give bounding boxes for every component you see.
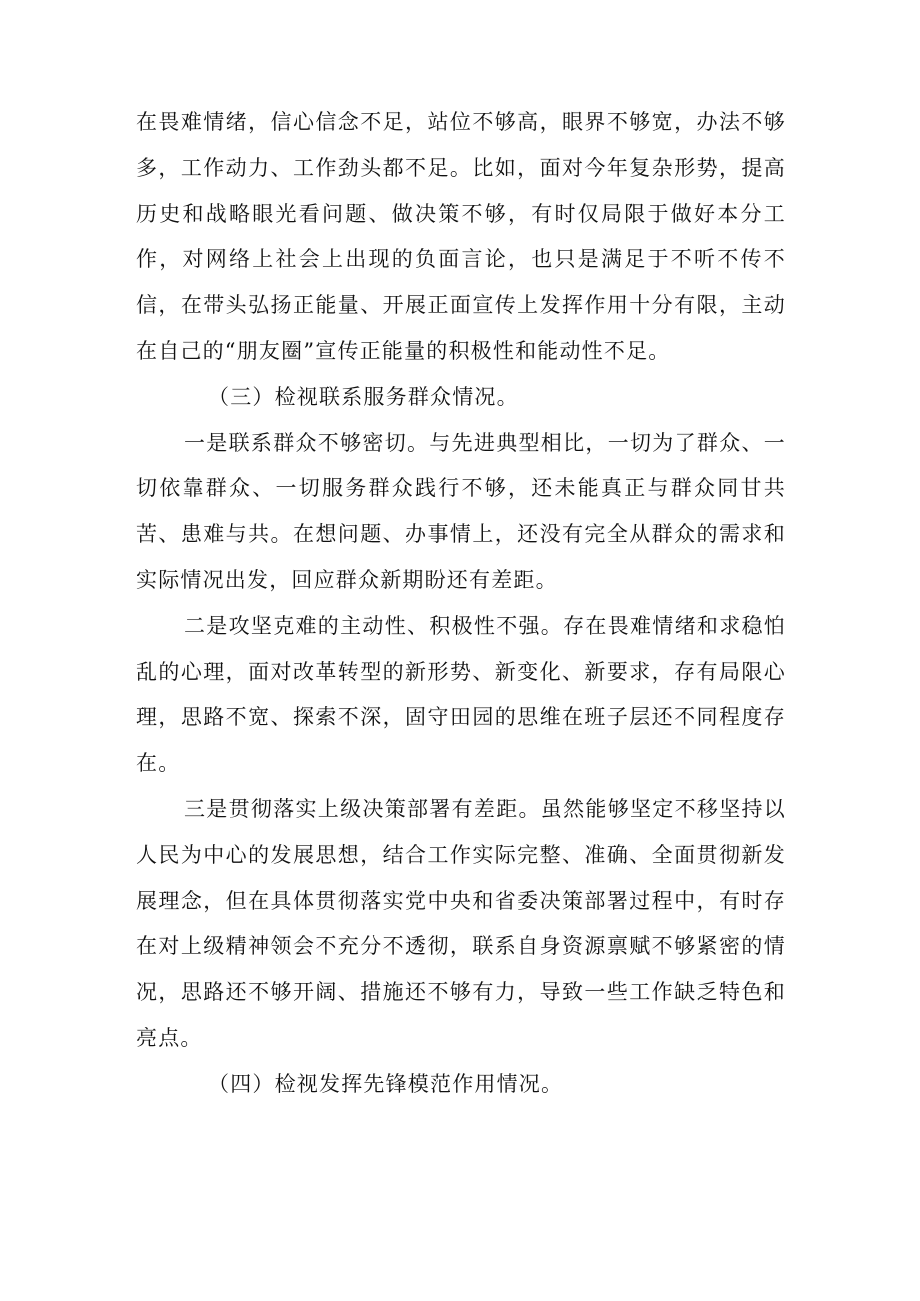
paragraph-tackle-difficulties: 二是攻坚克难的主动性、积极性不强。存在畏难情绪和求稳怕乱的心理，面对改革转型的新形势、新变化、新要求，存有局限心理，思路不宽、探索不深，固守田园的思维在班子层还不同程度存在。: [136, 613, 786, 776]
paragraph-continued: 在畏难情绪，信心信念不足，站位不够高，眼界不够宽，办法不够多，工作动力、工作劲头都不足。比如，面对今年复杂形势，提高历史和战略眼光看问题、做决策不够，有时仅局限于做好本分工作，对网络上社会上出现的负面言论，也只是满足于不听不传不信，在带头弘扬正能量、开展正面宣传上发挥作用十分有限，主动在自己的“朋友圈”宣传正能量的积极性和能动性不足。: [136, 110, 786, 363]
paragraph-implement-decisions: 三是贯彻落实上级决策部署有差距。虽然能够坚定不移坚持以人民为中心的发展思想，结合工作实际完整、准确、全面贯彻新发展理念，但在具体贯彻落实党中央和省委决策部署过程中，有时存在对上级精神领会不充分不透彻，联系自身资源禀赋不够紧密的情况，思路还不够开阔、措施还不够有力，导致一些工作缺乏特色和亮点。: [136, 796, 786, 1050]
section-heading-three: （三）检视联系服务群众情况。: [208, 384, 519, 409]
document-body: [136, 100, 786, 1108]
section-heading-four: （四）检视发挥先锋模范作用情况。: [208, 1071, 564, 1096]
paragraph-contact-masses: 一是联系群众不够密切。与先进典型相比，一切为了群众、一切依靠群众、一切服务群众践行不够，还未能真正与群众同甘共苦、患难与共。在想问题、办事情上，还没有完全从群众的需求和实际情况出发，回应群众新期盼还有差距。: [136, 430, 786, 592]
